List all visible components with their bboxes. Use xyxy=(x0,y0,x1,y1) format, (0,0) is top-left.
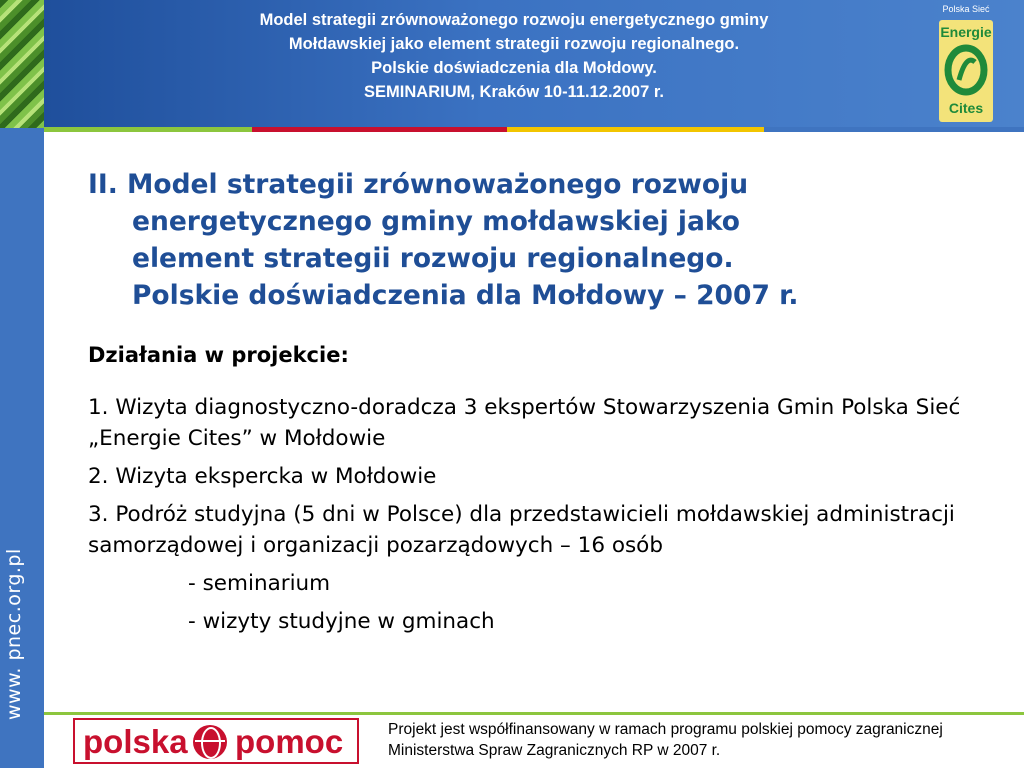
stripe-segment xyxy=(252,127,507,132)
logo-word-polska: polska xyxy=(83,723,188,760)
slide-title xyxy=(88,166,992,314)
logo-word-energie: Energie xyxy=(940,24,992,40)
section-subhead: Działania w projekcie: xyxy=(88,343,349,367)
header-color-stripe xyxy=(44,127,1024,132)
logo-top-text: Polska Sieć xyxy=(942,4,990,14)
energie-cites-logo xyxy=(935,4,997,122)
slide-title-line: element strategii rozwoju regionalnego. xyxy=(132,243,734,274)
header-title-line: Mołdawskiej jako element strategii rozwoju regionalnego. xyxy=(288,35,740,53)
sidebar-url: www. pnec.org.pl xyxy=(3,548,25,720)
footer-divider xyxy=(44,712,1024,715)
activity-list xyxy=(88,392,988,644)
logo-word-pomoc: pomoc xyxy=(235,723,344,760)
slide-title-line: II. Model strategii zrównoważonego rozwoju xyxy=(88,169,749,200)
list-item: 2. Wizyta ekspercka w Mołdowie xyxy=(88,464,437,489)
logo-word-cites: Cites xyxy=(948,100,984,116)
list-item: 3. Podróż studyjna (5 dni w Polsce) dla przedstawicieli mołdawskiej administracji samorządowej i organizacji pozarządowych – 16 osób xyxy=(88,502,955,558)
slide-header xyxy=(44,0,1024,128)
header-title-line: Model strategii zrównoważonego rozwoju energetycznego gminy xyxy=(259,11,769,29)
stripe-segment xyxy=(507,127,764,132)
slide-title-line: Polskie doświadczenia dla Mołdowy – 2007 r. xyxy=(132,280,799,311)
energie-cites-logo-icon xyxy=(939,40,993,100)
stripe-segment xyxy=(764,127,1024,132)
header-title xyxy=(164,8,864,104)
globe-icon xyxy=(193,725,227,759)
leaf-decoration xyxy=(0,0,44,128)
sub-list-item: - wizyty studyjne w gminach xyxy=(188,609,495,634)
left-sidebar xyxy=(0,0,44,768)
list-item: 1. Wizyta diagnostyczno-doradcza 3 ekspertów Stowarzyszenia Gmin Polska Sieć „Energie Cites” w Mołdowie xyxy=(88,395,961,451)
sub-list-item: - seminarium xyxy=(188,571,331,596)
header-title-line: Polskie doświadczenia dla Mołdowy. xyxy=(371,59,657,77)
slide-title-line: energetycznego gminy mołdawskiej jako xyxy=(132,206,740,237)
logo-body xyxy=(939,20,993,122)
header-title-line: SEMINARIUM, Kraków 10-11.12.2007 r. xyxy=(364,83,664,101)
polska-pomoc-logo xyxy=(73,718,359,764)
footer-note: Projekt jest współfinansowany w ramach programu polskiej pomocy zagranicznej Ministerstwa Spraw Zagranicznych RP w 2007 r. xyxy=(388,721,943,759)
stripe-segment xyxy=(44,127,252,132)
